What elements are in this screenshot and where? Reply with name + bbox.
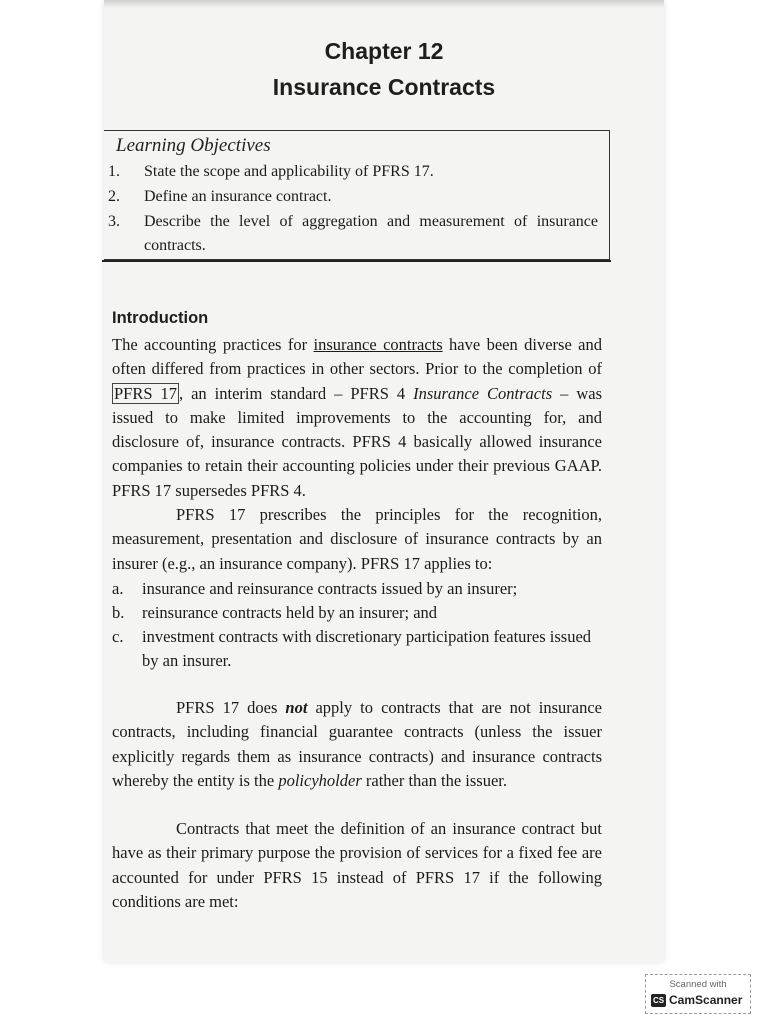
text-run: PFRS 17 does xyxy=(176,698,286,717)
objective-number: 3. xyxy=(108,213,120,230)
text-run: have been diverse and often differed from practices in other sectors. Prior to the completion of xyxy=(112,335,602,379)
learning-objectives-heading: Learning Objectives xyxy=(116,135,271,156)
text-run: apply to contracts that are not insurance contracts, including financial guarantee contracts (unless the issuer explicitly regards them as insurance contracts) and insurance contracts whereby the entity is the xyxy=(112,698,602,790)
text-run: , an interim standard – PFRS 4 xyxy=(179,383,414,403)
italic-title: Insurance Contracts xyxy=(413,383,553,403)
objective-number: 1. xyxy=(108,163,120,180)
list-letter: b. xyxy=(112,603,125,622)
text-run: rather than the issuer. xyxy=(361,770,507,790)
text-run: PFRS 17 prescribes the principles for the recognition, measurement, presentation and disclosure of insurance contracts by an insurer (e.g., an insurance company). PFRS 17 applies to: xyxy=(112,505,602,573)
intro-paragraph-3 xyxy=(112,696,602,793)
introduction-heading: Introduction xyxy=(112,309,209,327)
text-run: Contracts that meet the definition of an insurance contract but have as their primary purpose the provision of services for a fixed fee are accounted for under PFRS 15 instead of PFRS 17 if the following conditions are met: xyxy=(112,819,602,911)
italic-term: policyholder xyxy=(278,770,362,790)
objectives-bottom-rule xyxy=(102,260,611,262)
chapter-title: Insurance Contracts xyxy=(272,74,496,100)
emphasis-not: not xyxy=(285,698,308,717)
circled-term: PFRS 17 xyxy=(114,383,178,403)
learning-objectives-box xyxy=(104,130,610,260)
intro-paragraph-1 xyxy=(112,333,602,503)
list-text: investment contracts with discretionary participation features issued by an insurer. xyxy=(142,627,592,671)
list-text: reinsurance contracts held by an insurer; and xyxy=(142,603,438,622)
text-run: The accounting practices for xyxy=(112,335,314,354)
objective-text: Define an insurance contract. xyxy=(144,188,332,205)
intro-paragraph-4 xyxy=(112,817,602,914)
list-letter: c. xyxy=(112,627,124,646)
camscanner-logo-icon: CS xyxy=(652,996,665,1005)
list-letter: a. xyxy=(112,579,124,598)
page-top-shadow xyxy=(104,0,664,8)
objective-number: 2. xyxy=(108,188,120,205)
camscanner-watermark xyxy=(645,974,751,1014)
scanned-with-label: Scanned with xyxy=(669,979,727,990)
underlined-term: insurance contracts xyxy=(313,335,443,354)
intro-paragraph-2 xyxy=(112,503,602,576)
camscanner-name: CamScanner xyxy=(669,993,743,1007)
objective-text: State the scope and applicability of PFRS 17. xyxy=(144,163,434,180)
list-text: insurance and reinsurance contracts issued by an insurer; xyxy=(142,579,518,598)
text-run: – was issued to make limited improvements to the accounting for, and disclosure of, insurance contracts. PFRS 4 basically allowed insurance companies to retain their accounting policies under their previous GAAP. PFRS 17 supersedes PFRS 4. xyxy=(112,383,602,500)
objective-text: Describe the level of aggregation and measurement of insurance contracts. xyxy=(144,213,598,254)
chapter-number: Chapter 12 xyxy=(324,38,444,64)
